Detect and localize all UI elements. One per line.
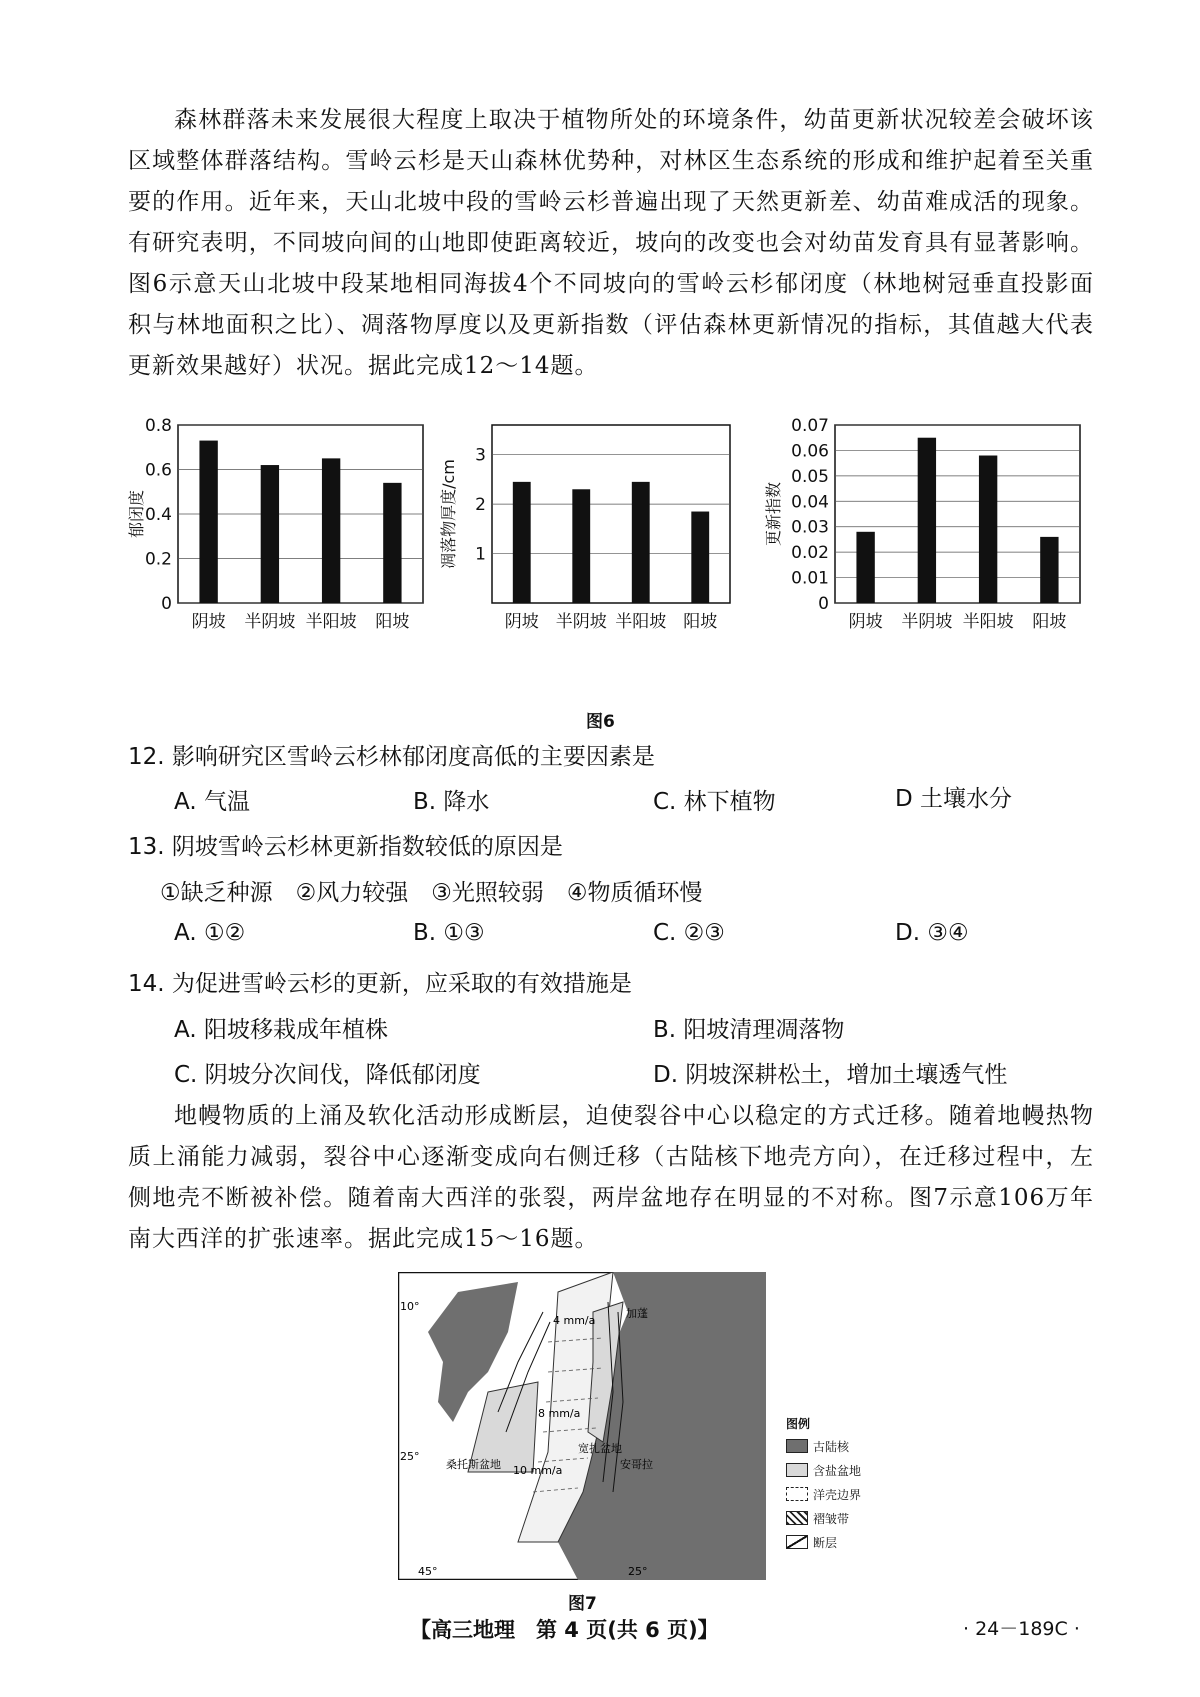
q13-option-b: B. ①③	[413, 920, 485, 946]
legend-swatch	[786, 1511, 808, 1525]
rate-label-4: 4 mm/a	[553, 1314, 596, 1327]
x-tick-label: 阳坡	[1032, 612, 1067, 632]
x-tick-label: 半阳坡	[962, 612, 1014, 632]
x-tick-label: 阴坡	[848, 612, 883, 632]
basin-label-1: 加蓬	[626, 1307, 648, 1320]
legend-swatch	[786, 1439, 808, 1453]
basin-label-4: 桑托斯盆地	[446, 1458, 501, 1471]
legend-label: 含盐盆地	[813, 1463, 862, 1478]
q13-option-a: A. ①②	[174, 920, 246, 946]
bar	[199, 441, 217, 603]
legend-swatch	[786, 1535, 808, 1549]
x-tick-label: 半阴坡	[901, 612, 953, 632]
y-tick-label: 2	[475, 495, 486, 516]
q14-option-c: C. 阴坡分次间伐，降低郁闭度	[174, 1062, 481, 1088]
legend-label: 褶皱带	[813, 1511, 850, 1526]
q12-option-b: B. 降水	[413, 789, 490, 815]
legend-swatch	[786, 1463, 808, 1477]
x-tick-label: 阳坡	[683, 612, 718, 632]
passage-2	[128, 1096, 1094, 1260]
footer-code: · 24－189C ·	[963, 1618, 1080, 1640]
legend-label: 断层	[813, 1535, 838, 1550]
lat-label-25: 25°	[400, 1450, 420, 1463]
y-tick-label: 0.07	[791, 416, 829, 436]
x-tick-label: 半阴坡	[244, 612, 296, 632]
bar	[856, 532, 874, 603]
q14-option-b: B. 阳坡清理凋落物	[653, 1017, 845, 1043]
map-svg	[398, 1272, 766, 1580]
bar	[918, 438, 936, 603]
chart-regeneration-index	[765, 415, 1090, 651]
y-tick-label: 0.01	[791, 568, 829, 589]
passage-2-text: 地幔物质的上涌及软化活动形成断层，迫使裂谷中心以稳定的方式迁移。随着地幔热物质上涌能力减弱，裂谷中心逐渐变成向右侧迁移（古陆核下地壳方向），在迁移过程中，左侧地壳不断被补偿。随着南大西洋的张裂，两岸盆地存在明显的不对称。图7示意106万年南大西洋的扩张速率。据此完成15～16题。	[128, 1103, 1094, 1252]
question-12-stem: 12. 影响研究区雪岭云杉林郁闭度高低的主要因素是	[128, 744, 655, 770]
q14-option-d: D. 阴坡深耕松土，增加土壤透气性	[653, 1062, 1008, 1088]
lon-label-25: 25°	[628, 1565, 648, 1578]
legend-item	[786, 1434, 861, 1458]
legend-item	[786, 1482, 861, 1506]
q13-items: ①缺乏种源 ②风力较强 ③光照较弱 ④物质循环慢	[160, 880, 703, 906]
basin-label-3: 安哥拉	[620, 1458, 653, 1471]
legend-label: 古陆核	[813, 1439, 850, 1454]
q13-option-c: C. ②③	[653, 920, 725, 946]
chart-canopy-density	[128, 415, 438, 651]
rate-label-8: 8 mm/a	[538, 1407, 581, 1420]
x-tick-label: 半阴坡	[555, 612, 607, 632]
y-axis-label: 郁闭度	[128, 489, 146, 539]
passage-1	[128, 100, 1094, 387]
y-tick-label: 1	[475, 544, 486, 565]
y-axis-label: 更新指数	[765, 481, 783, 547]
y-tick-label: 0.02	[791, 543, 829, 564]
y-tick-label: 0.4	[144, 505, 172, 525]
question-14-stem: 14. 为促进雪岭云杉的更新，应采取的有效措施是	[128, 971, 632, 997]
figure-6-caption: 图6	[586, 712, 615, 732]
bar	[572, 489, 590, 603]
legend-title: 图例	[786, 1417, 811, 1431]
y-tick-label: 0.06	[791, 441, 829, 462]
q12-option-a: A. 气温	[174, 789, 250, 815]
q12-option-d: D 土壤水分	[895, 786, 1013, 812]
bar	[513, 482, 531, 603]
y-axis-label: 凋落物厚度/cm	[440, 459, 458, 569]
chart-2-svg	[440, 415, 740, 647]
bar	[632, 482, 650, 603]
x-tick-label: 半阳坡	[615, 612, 667, 632]
x-tick-label: 阴坡	[191, 612, 226, 632]
figure-7-caption: 图7	[568, 1594, 597, 1614]
x-tick-label: 阳坡	[375, 612, 410, 632]
legend-item	[786, 1530, 861, 1554]
chart-3-svg	[765, 415, 1090, 647]
y-tick-label: 0.8	[144, 416, 172, 436]
q14-option-a: A. 阳坡移栽成年植株	[174, 1017, 388, 1043]
legend-label: 洋壳边界	[813, 1487, 862, 1502]
chart-litter-thickness	[440, 415, 740, 651]
q13-option-d: D. ③④	[895, 920, 969, 946]
y-tick-label: 0.2	[144, 549, 172, 570]
chart-1-svg	[128, 415, 438, 647]
map-legend	[786, 1415, 861, 1554]
y-tick-label: 0	[161, 594, 172, 614]
basin-label-2: 宽扎盆地	[578, 1442, 622, 1455]
y-tick-label: 0.04	[791, 492, 829, 513]
rate-label-10: 10 mm/a	[513, 1464, 563, 1477]
y-tick-label: 0.6	[144, 460, 172, 481]
y-tick-label: 3	[475, 445, 486, 466]
q12-option-c: C. 林下植物	[653, 789, 776, 815]
bar	[383, 483, 401, 603]
x-tick-label: 半阳坡	[305, 612, 357, 632]
bar	[322, 458, 340, 603]
footer-page-info: 【高三地理 第 4 页(共 6 页)】	[410, 1618, 719, 1642]
bar	[979, 456, 997, 603]
bar	[691, 512, 709, 603]
y-tick-label: 0	[818, 594, 829, 614]
y-tick-label: 0.05	[791, 466, 829, 487]
legend-item	[786, 1458, 861, 1482]
y-tick-label: 0.03	[791, 517, 829, 538]
question-13-stem: 13. 阴坡雪岭云杉林更新指数较低的原因是	[128, 834, 563, 860]
legend-swatch	[786, 1487, 808, 1501]
legend-item	[786, 1506, 861, 1530]
bar	[261, 465, 279, 603]
bar	[1040, 537, 1058, 603]
x-tick-label: 阴坡	[504, 612, 539, 632]
figure-7-map	[398, 1272, 766, 1580]
passage-1-text: 森林群落未来发展很大程度上取决于植物所处的环境条件，幼苗更新状况较差会破坏该区域整体群落结构。雪岭云杉是天山森林优势种，对林区生态系统的形成和维护起着至关重要的作用。近年来，天山北坡中段的雪岭云杉普遍出现了天然更新差、幼苗难成活的现象。有研究表明，不同坡向间的山地即使距离较近，坡向的改变也会对幼苗发育具有显著影响。图6示意天山北坡中段某地相同海拔4个不同坡向的雪岭云杉郁闭度（林地树冠垂直投影面积与林地面积之比）、凋落物厚度以及更新指数（评估森林更新情况的指标，其值越大代表更新效果越好）状况。据此完成12～14题。	[128, 107, 1094, 379]
lat-label-10: 10°	[400, 1300, 420, 1313]
lon-label-45: 45°	[418, 1565, 438, 1578]
